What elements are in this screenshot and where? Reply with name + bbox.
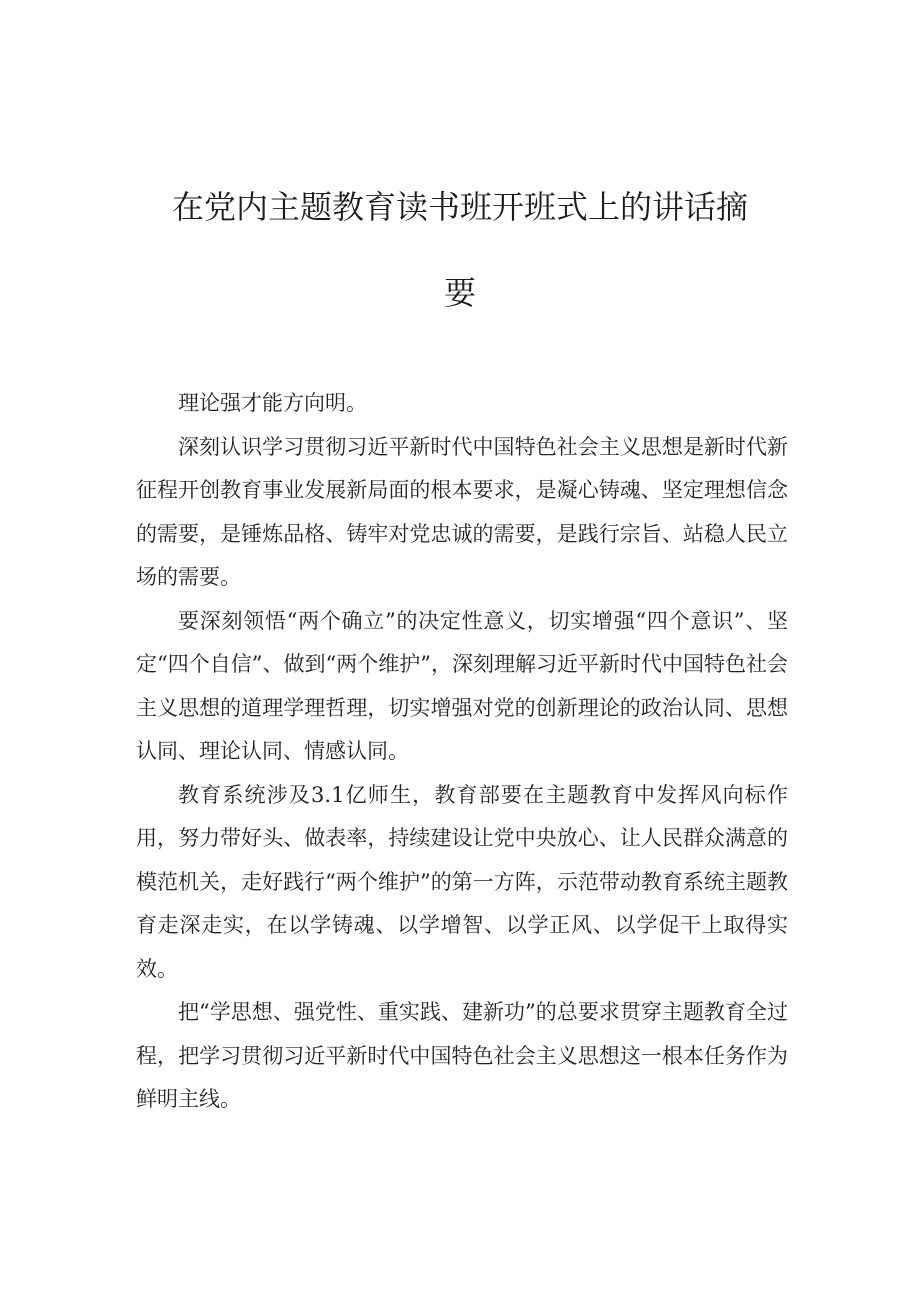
paragraph: 理论强才能方向明。 bbox=[178, 391, 367, 415]
document-title-line-2: 要 bbox=[443, 274, 476, 312]
document-body bbox=[136, 382, 788, 1122]
paragraph: 要深刻领悟“两个确立”的决定性意义，切实增强“四个意识”、坚定“四个自信”、做到“两个维护”，深刻理解习近平新时代中国特色社会主义思想的道理学理哲理，切实增强对党的创新理论的政治认同、思想认同、理论认同、情感认同。 bbox=[136, 608, 788, 763]
document-title-line-1: 在党内主题教育读书班开班式上的讲话摘 bbox=[171, 188, 748, 226]
paragraph: 教育系统涉及3.1亿师生，教育部要在主题教育中发挥风向标作用，努力带好头、做表率，持续建设让党中央放心、让人民群众满意的模范机关，走好践行“两个维护”的第一方阵，示范带动教育系统主题教育走深走实，在以学铸魂、以学增智、以学正风、以学促干上取得实效。 bbox=[136, 782, 788, 981]
paragraph: 深刻认识学习贯彻习近平新时代中国特色社会主义思想是新时代新征程开创教育事业发展新局面的根本要求，是凝心铸魂、坚定理想信念的需要，是锤炼品格、铸牢对党忠诚的需要，是践行宗旨、站稳人民立场的需要。 bbox=[136, 434, 788, 589]
paragraph: 把“学思想、强党性、重实践、建新功”的总要求贯穿主题教育全过程，把学习贯彻习近平新时代中国特色社会主义思想这一根本任务作为鲜明主线。 bbox=[136, 1000, 788, 1111]
